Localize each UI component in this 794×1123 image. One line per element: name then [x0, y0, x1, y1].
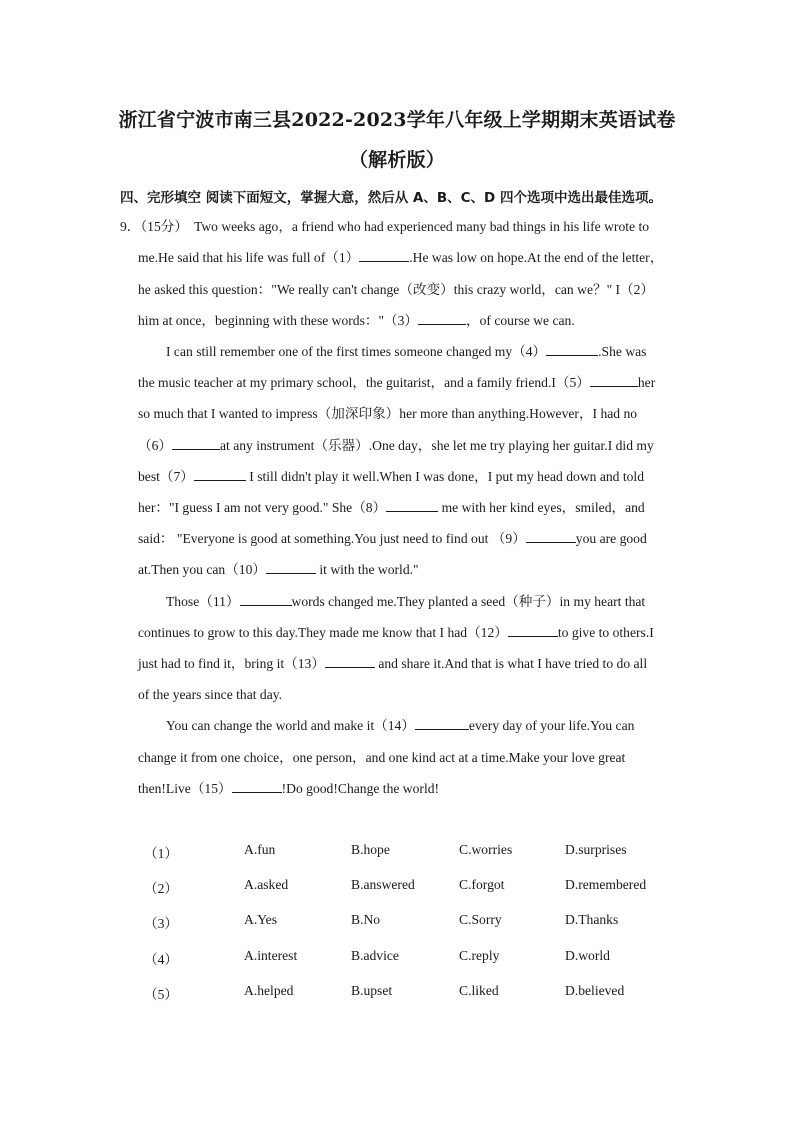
- option-row: [138, 983, 698, 1018]
- paragraph-4-line-2: change it from one choice，one person，and one kind act at a time.Make your love great: [138, 750, 626, 765]
- option-row: [138, 877, 698, 912]
- option-c[interactable]: C.worries: [459, 842, 513, 857]
- blank-9: [526, 530, 576, 543]
- blank-12: [508, 624, 558, 637]
- option-a[interactable]: A.Yes: [244, 912, 277, 928]
- question-text: Two weeks ago，a friend who had experienced many bad things in his life wrote to: [193, 219, 650, 234]
- option-row: [138, 842, 698, 877]
- paragraph-2-line-6: her："I guess I am not very good." She（8） me with her kind eyes，smiled，and: [138, 500, 645, 515]
- option-d[interactable]: D.world: [565, 947, 610, 963]
- blank-7: [194, 468, 246, 481]
- blank-13: [325, 655, 375, 668]
- option-b[interactable]: B.No: [351, 912, 381, 928]
- question-line-2: me.He said that his life was full of（1） .He was low on hope.At the end of the letter，: [138, 250, 664, 265]
- option-number: （2）: [144, 881, 178, 897]
- paragraph-2-line-2: the music teacher at my primary school，the guitarist，and a family friend.I（5） her: [138, 375, 656, 390]
- paragraph-4-line-1: You can change the world and make it（14） every day of your life.You can: [166, 718, 635, 733]
- option-a[interactable]: A.fun: [244, 842, 276, 857]
- option-d[interactable]: D.believed: [565, 982, 625, 998]
- paragraph-4-line-3: then!Live（15） !Do good!Change the world!: [138, 781, 440, 796]
- blank-6: [172, 437, 220, 450]
- section-heading: 四、完形填空 阅读下面短文，掌握大意，然后从 A、B、C、D 四个选项中选出最佳选项。: [120, 190, 662, 206]
- option-b[interactable]: B.hope: [351, 842, 390, 857]
- option-c[interactable]: C.reply: [459, 947, 500, 963]
- page-subtitle: （解析版）: [348, 149, 445, 171]
- blank-8: [386, 499, 438, 512]
- question-line-3: he asked this question："We really can't change（改变）this crazy world，can we？" I（2）: [138, 282, 655, 297]
- blank-11: [240, 593, 292, 606]
- option-c[interactable]: C.Sorry: [459, 912, 502, 928]
- option-row: [138, 912, 698, 947]
- question-number: 9．: [120, 219, 141, 234]
- paragraph-2-line-1: I can still remember one of the first times someone changed my（4） .She was: [166, 344, 647, 359]
- paragraph-2-line-5: best（7） I still didn't play it well.When I was done，I put my head down and told: [138, 469, 644, 484]
- option-number: （1）: [144, 846, 178, 861]
- option-a[interactable]: A.interest: [244, 947, 298, 963]
- option-row: [138, 948, 698, 983]
- option-b[interactable]: B.upset: [351, 982, 393, 998]
- question-score: （15分）: [140, 219, 188, 234]
- paragraph-2-line-3: so much that I wanted to impress（加深印象）her more than anything.However，I had no: [138, 406, 638, 421]
- paragraph-3-line-4: of the years since that day.: [138, 687, 283, 702]
- option-number: （3）: [144, 916, 178, 932]
- paragraph-3-line-2: continues to grow to this day.They made me know that I had（12） to give to others.I: [138, 625, 654, 640]
- paragraph-3-line-3: just had to find it，bring it（13） and share it.And that is what I have tried to do all: [138, 656, 648, 671]
- option-number: （4）: [144, 951, 178, 967]
- options-table: [138, 842, 698, 1018]
- blank-15: [232, 780, 282, 793]
- option-d[interactable]: D.surprises: [565, 842, 627, 857]
- option-b[interactable]: B.answered: [351, 877, 415, 893]
- question-line-4: him at once，beginning with these words："（3） ，of course we can.: [138, 313, 575, 328]
- option-a[interactable]: A.helped: [244, 982, 294, 998]
- blank-1: [359, 249, 409, 262]
- option-c[interactable]: C.liked: [459, 982, 499, 998]
- paragraph-2-line-7: said： "Everyone is good at something.You just need to find out （9） you are good: [138, 531, 647, 546]
- option-number: （5）: [144, 986, 178, 1002]
- question-line-1: [120, 218, 676, 236]
- option-a[interactable]: A.asked: [244, 877, 289, 893]
- option-b[interactable]: B.advice: [351, 947, 399, 963]
- blank-14: [415, 717, 469, 730]
- paragraph-2-line-8: at.Then you can（10） it with the world.": [138, 562, 419, 577]
- option-d[interactable]: D.remembered: [565, 877, 647, 893]
- blank-5: [590, 374, 638, 387]
- blank-3: [418, 312, 466, 325]
- blank-4: [546, 343, 598, 356]
- paragraph-3-line-1: Those（11） words changed me.They planted a seed（种子）in my heart that: [166, 594, 646, 609]
- option-c[interactable]: C.forgot: [459, 877, 505, 893]
- paragraph-2-line-4: （6） at any instrument（乐器）.One day，she let me try playing her guitar.I did my: [138, 438, 654, 453]
- page-title: 浙江省宁波市南三县2022-2023学年八年级上学期期末英语试卷: [118, 109, 676, 131]
- blank-10: [266, 561, 316, 574]
- option-d[interactable]: D.Thanks: [565, 912, 619, 928]
